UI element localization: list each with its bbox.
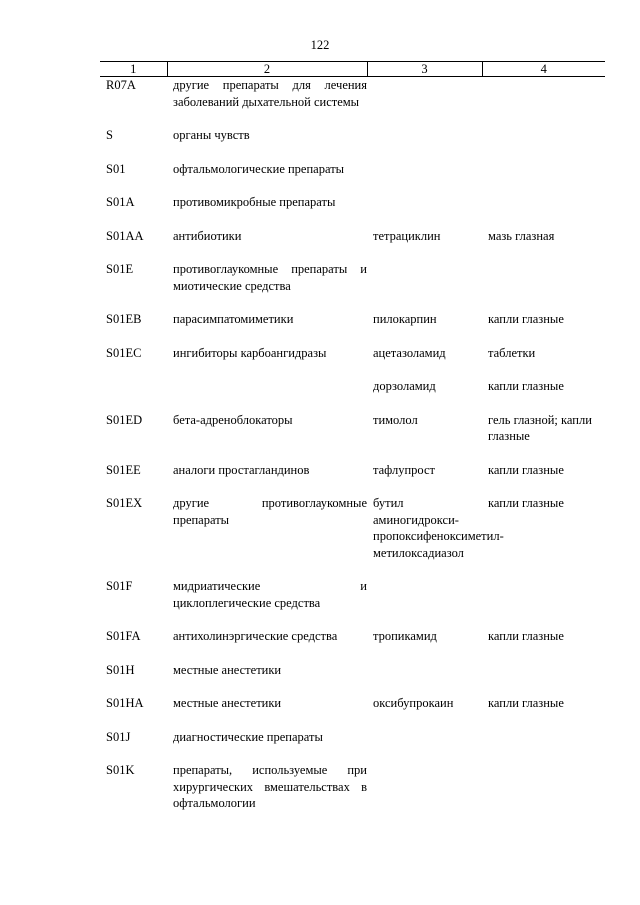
table-row xyxy=(100,412,605,445)
row-spacer xyxy=(100,328,605,345)
cell-form: таблетки xyxy=(488,345,536,360)
cell-drug xyxy=(367,729,482,746)
cell-code: S01H xyxy=(106,662,135,677)
cell-code: S01A xyxy=(106,195,135,209)
cell-group: противомикробные препараты xyxy=(173,195,336,209)
cell-code: S01EE xyxy=(106,462,141,477)
cell-group: органы чувств xyxy=(173,128,250,142)
cell-code: S01ED xyxy=(106,412,143,427)
cell-group: диагностические препараты xyxy=(173,729,323,744)
row-spacer xyxy=(100,110,605,127)
cell-drug: ацетазоламид xyxy=(373,345,446,360)
cell-code: S01EX xyxy=(106,496,143,510)
cell-code: S01FA xyxy=(106,629,141,643)
cell-code: S01HA xyxy=(106,696,144,710)
row-spacer xyxy=(100,445,605,462)
cell-code: S01 xyxy=(106,161,126,176)
row-spacer xyxy=(100,611,605,628)
row-spacer xyxy=(100,561,605,578)
cell-group: препараты, используемые при хирургических вмешательствах в офтальмологии xyxy=(173,763,367,810)
cell-drug: пилокарпин xyxy=(373,312,437,326)
cell-code xyxy=(100,378,167,395)
cell-drug xyxy=(367,161,482,178)
cell-group xyxy=(167,378,367,395)
table-row xyxy=(100,662,605,679)
page-number: 122 xyxy=(310,38,330,52)
cell-group: ингибиторы карбоангидразы xyxy=(173,345,327,360)
cell-group: противоглаукомные препараты и миотические средства xyxy=(173,262,367,293)
cell-drug xyxy=(367,261,482,294)
row-spacer xyxy=(100,361,605,378)
cell-form: капли глазные xyxy=(488,629,564,643)
cell-drug xyxy=(367,127,482,144)
col-header-form: 4 xyxy=(482,62,605,77)
cell-drug: тафлупрост xyxy=(373,462,435,477)
header-row xyxy=(100,62,605,77)
cell-group: бета-адреноблокаторы xyxy=(173,412,293,427)
cell-drug: дорзоламид xyxy=(373,379,436,393)
row-spacer xyxy=(100,294,605,311)
table-row xyxy=(100,762,605,812)
table-row xyxy=(100,729,605,746)
table-row xyxy=(100,495,605,561)
cell-group: местные анестетики xyxy=(173,696,282,710)
cell-group: местные анестетики xyxy=(173,662,282,677)
cell-group: другие противоглаукомные препараты xyxy=(173,496,367,527)
cell-group: мидриатические и циклоплегические средства xyxy=(173,579,367,610)
row-spacer xyxy=(100,244,605,261)
cell-code: S01F xyxy=(106,579,133,593)
cell-drug: тимолол xyxy=(373,412,418,427)
cell-form: капли глазные xyxy=(488,496,564,510)
cell-group: аналоги простагландинов xyxy=(173,462,310,477)
table-row xyxy=(100,695,605,712)
row-spacer xyxy=(100,478,605,495)
cell-form: капли глазные xyxy=(488,312,564,326)
row-spacer xyxy=(100,211,605,228)
cell-form: капли глазные xyxy=(488,462,564,477)
cell-code: S01E xyxy=(106,262,134,276)
table-row xyxy=(100,462,605,479)
cell-code: S01EB xyxy=(106,312,142,326)
cell-drug: бутил аминогидрокси-пропоксифеноксиметил-метилоксадиазол xyxy=(373,496,504,560)
cell-group: антибиотики xyxy=(173,228,242,243)
row-spacer xyxy=(100,177,605,194)
row-spacer xyxy=(100,144,605,161)
row-spacer xyxy=(100,712,605,729)
cell-drug: оксибупрокаин xyxy=(373,696,454,710)
cell-form xyxy=(482,194,605,211)
table-row xyxy=(100,194,605,211)
cell-form xyxy=(482,578,605,611)
cell-form: мазь глазная xyxy=(488,228,555,243)
cell-code: S01J xyxy=(106,729,131,744)
cell-drug xyxy=(367,662,482,679)
table-row xyxy=(100,228,605,245)
cell-form xyxy=(482,127,605,144)
cell-drug xyxy=(367,578,482,611)
cell-form xyxy=(482,662,605,679)
table-row xyxy=(100,127,605,144)
cell-code: S01AA xyxy=(106,228,144,243)
table-row xyxy=(100,578,605,611)
cell-form xyxy=(482,729,605,746)
table-row xyxy=(100,261,605,294)
col-header-code: 1 xyxy=(100,62,167,77)
table-row xyxy=(100,161,605,178)
table-row xyxy=(100,311,605,328)
cell-form: капли глазные xyxy=(488,379,564,393)
table-row xyxy=(100,378,605,395)
row-spacer xyxy=(100,395,605,412)
cell-form: гель глазной; капли глазные xyxy=(488,412,592,443)
table-row xyxy=(100,345,605,362)
cell-form: капли глазные xyxy=(488,696,564,710)
cell-group: антихолинэргические средства xyxy=(173,629,338,643)
cell-drug: тропикамид xyxy=(373,629,437,643)
col-header-drug: 3 xyxy=(367,62,482,77)
drug-classification-table xyxy=(100,61,605,829)
cell-code: S01EC xyxy=(106,345,142,360)
cell-form xyxy=(482,161,605,178)
cell-group: офтальмологические препараты xyxy=(173,161,345,176)
cell-group: парасимпатомиметики xyxy=(173,312,294,326)
row-spacer xyxy=(100,645,605,662)
row-spacer xyxy=(100,812,605,829)
cell-drug xyxy=(367,194,482,211)
cell-drug: тетрациклин xyxy=(373,228,441,243)
col-header-group: 2 xyxy=(167,62,367,77)
cell-form xyxy=(482,77,605,111)
cell-drug xyxy=(367,77,482,111)
cell-code: S xyxy=(106,128,113,142)
row-spacer xyxy=(100,678,605,695)
table-row xyxy=(100,77,605,111)
cell-drug xyxy=(367,762,482,812)
table-row xyxy=(100,628,605,645)
cell-code: S01K xyxy=(106,763,135,777)
cell-form xyxy=(482,261,605,294)
cell-code: R07A xyxy=(106,78,136,92)
cell-form xyxy=(482,762,605,812)
cell-group: другие препараты для лечения заболеваний дыхательной системы xyxy=(173,78,367,109)
row-spacer xyxy=(100,745,605,762)
